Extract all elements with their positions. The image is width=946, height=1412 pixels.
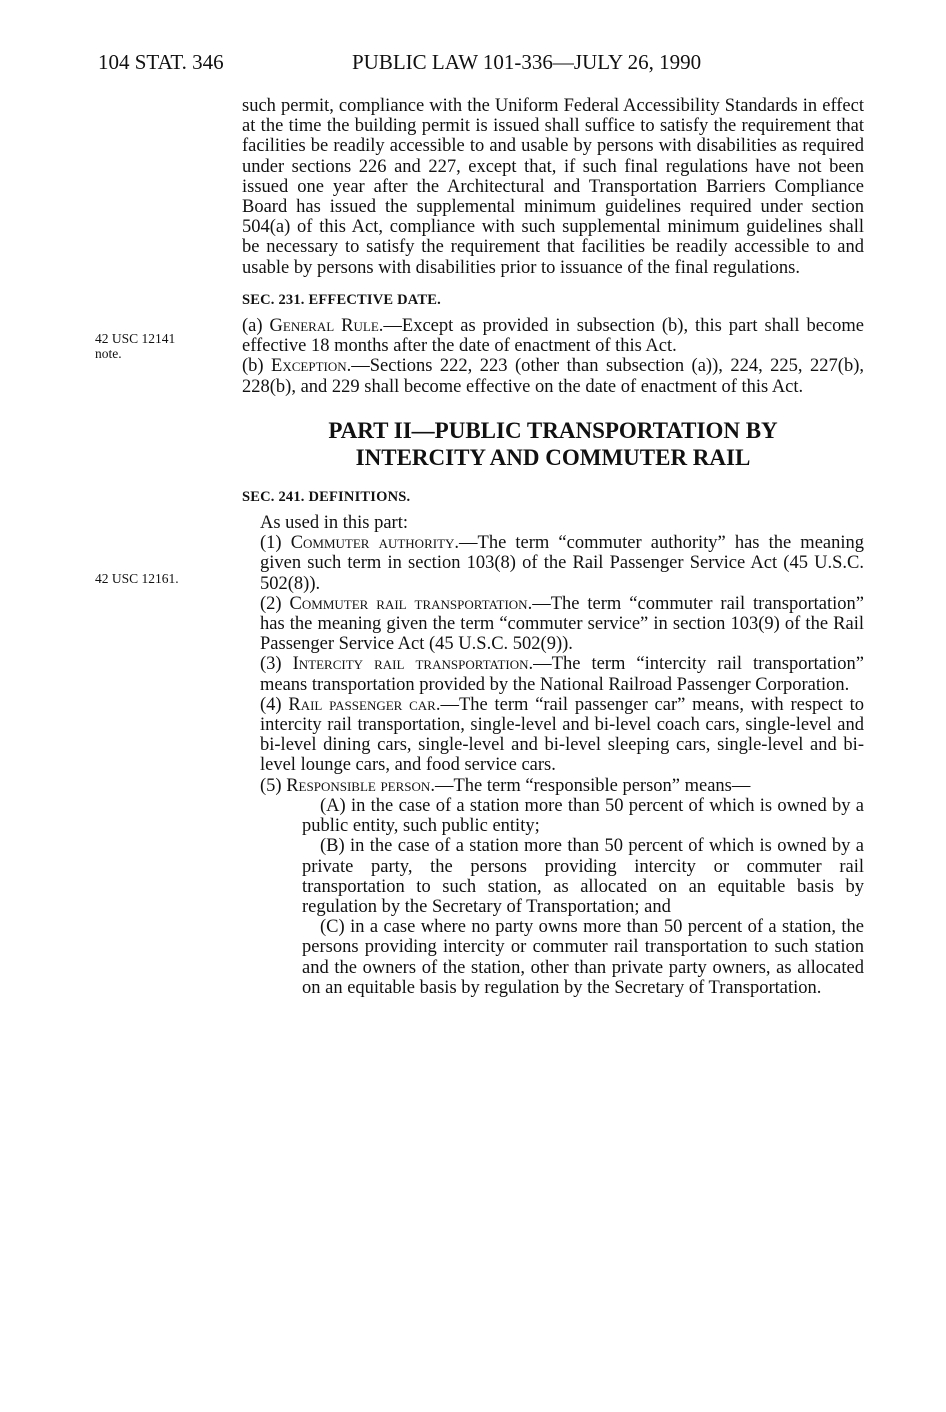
section-heading: SEC. 241. DEFINITIONS. bbox=[242, 488, 411, 505]
definition-term: Rail passenger car bbox=[288, 694, 436, 715]
definition-number: (2) bbox=[260, 593, 290, 614]
subsection-title: General Rule bbox=[269, 316, 379, 337]
subsection-label: (a) bbox=[242, 316, 270, 337]
definition-term: Responsible person bbox=[286, 775, 431, 796]
page-header bbox=[98, 50, 866, 80]
definition-item bbox=[260, 654, 864, 694]
subsection-b bbox=[242, 356, 864, 396]
definition-item bbox=[260, 695, 864, 776]
definition-text: .—The term “commuter rail transportation” has the meaning given the term “commuter service” in section 103(9) of the Rail Passenger Service Act (45 U.S.C. 502(9)). bbox=[260, 593, 864, 655]
subsection-a bbox=[242, 316, 864, 356]
subsection-label: (b) bbox=[242, 356, 272, 377]
definition-term: Commuter rail transportation bbox=[289, 593, 528, 614]
document-body bbox=[242, 96, 864, 998]
definition-term: Intercity rail transportation bbox=[292, 654, 529, 675]
definition-item bbox=[260, 533, 864, 594]
subitem: (B) in the case of a station more than 50 percent of which is owned by a private party, the persons providing intercity or commuter rail transportation to such station, as allocated on an equitable basis by regulation by the Secretary of Transportation; and bbox=[302, 836, 864, 917]
subsection-text: .—Except as provided in subsection (b), this part shall become effective 18 months after the date of enactment of this Act. bbox=[242, 316, 864, 357]
subsection-text: .—Sections 222, 223 (other than subsection (a)), 224, 225, 227(b), 228(b), and 229 shall become effective on the date of enactment of this Act. bbox=[242, 356, 864, 397]
definition-term: Commuter authority bbox=[290, 533, 455, 554]
definitions-list bbox=[242, 533, 864, 796]
part-heading-line: INTERCITY AND COMMUTER RAIL bbox=[355, 444, 751, 470]
section-241 bbox=[242, 487, 864, 998]
definition-number: (1) bbox=[260, 533, 291, 554]
definition-text: .—The term “commuter authority” has the meaning given such term in section 103(8) of the Rail Passenger Service Act (45 U.S.C. 502(8)). bbox=[260, 533, 865, 594]
definitions-lead: As used in this part: bbox=[260, 513, 408, 534]
part-heading-line: PART II—PUBLIC TRANSPORTATION BY bbox=[328, 417, 778, 443]
definition-number: (4) bbox=[260, 694, 289, 715]
margin-note-sec231: 42 USC 12141 note. bbox=[95, 331, 176, 361]
margin-note-sec241: 42 USC 12161. bbox=[95, 571, 179, 586]
definition-item bbox=[260, 776, 864, 796]
intro-paragraph: such permit, compliance with the Uniform Federal Accessibility Standards in effect at the time the building permit is issued shall suffice to satisfy the requirement that facilities be readily accessible to and usable by persons with disabilities as required under sections 226 and 227, except that, if such final regulations have not been issued one year after the Architectural and Transportation Barriers Compliance Board has issued the supplemental minimum guidelines required under section 504(a) of this Act, compliance with such supplemental minimum guidelines shall be necessary to satisfy the requirement that facilities be readily accessible to and usable by persons with disabilities prior to issuance of the final regulations. bbox=[242, 96, 864, 278]
stat-page-number: 104 STAT. 346 bbox=[98, 50, 224, 74]
section-heading: SEC. 231. EFFECTIVE DATE. bbox=[242, 291, 441, 308]
definition-number: (5) bbox=[260, 775, 287, 796]
responsible-person-subitems bbox=[242, 796, 864, 998]
definition-item bbox=[260, 594, 864, 655]
subsection-title: Exception bbox=[271, 356, 347, 377]
part-heading bbox=[242, 417, 864, 471]
subitem: (C) in a case where no party owns more than 50 percent of a station, the persons providing intercity or commuter rail transportation to such station and the owners of the station, other than private party owners, as allocated on an equitable basis by regulation by the Secretary of Transportation. bbox=[302, 917, 864, 998]
definition-text: .—The term “responsible person” means— bbox=[430, 775, 751, 796]
definition-text: .—The term “intercity rail transportation” means transportation provided by the National Railroad Passenger Corporation. bbox=[260, 654, 864, 695]
subitem: (A) in the case of a station more than 50 percent of which is owned by a public entity, such public entity; bbox=[302, 795, 864, 837]
definition-text: .—The term “rail passenger car” means, with respect to intercity rail transportation, single-level and bi-level coach cars, single-level and bi-level dining cars, single-level and bi-level sleeping cars, single-level and bi-level lounge cars, and food service cars. bbox=[260, 694, 864, 776]
public-law-title: PUBLIC LAW 101-336—JULY 26, 1990 bbox=[352, 50, 702, 74]
definition-number: (3) bbox=[260, 654, 293, 675]
section-231 bbox=[242, 290, 864, 397]
